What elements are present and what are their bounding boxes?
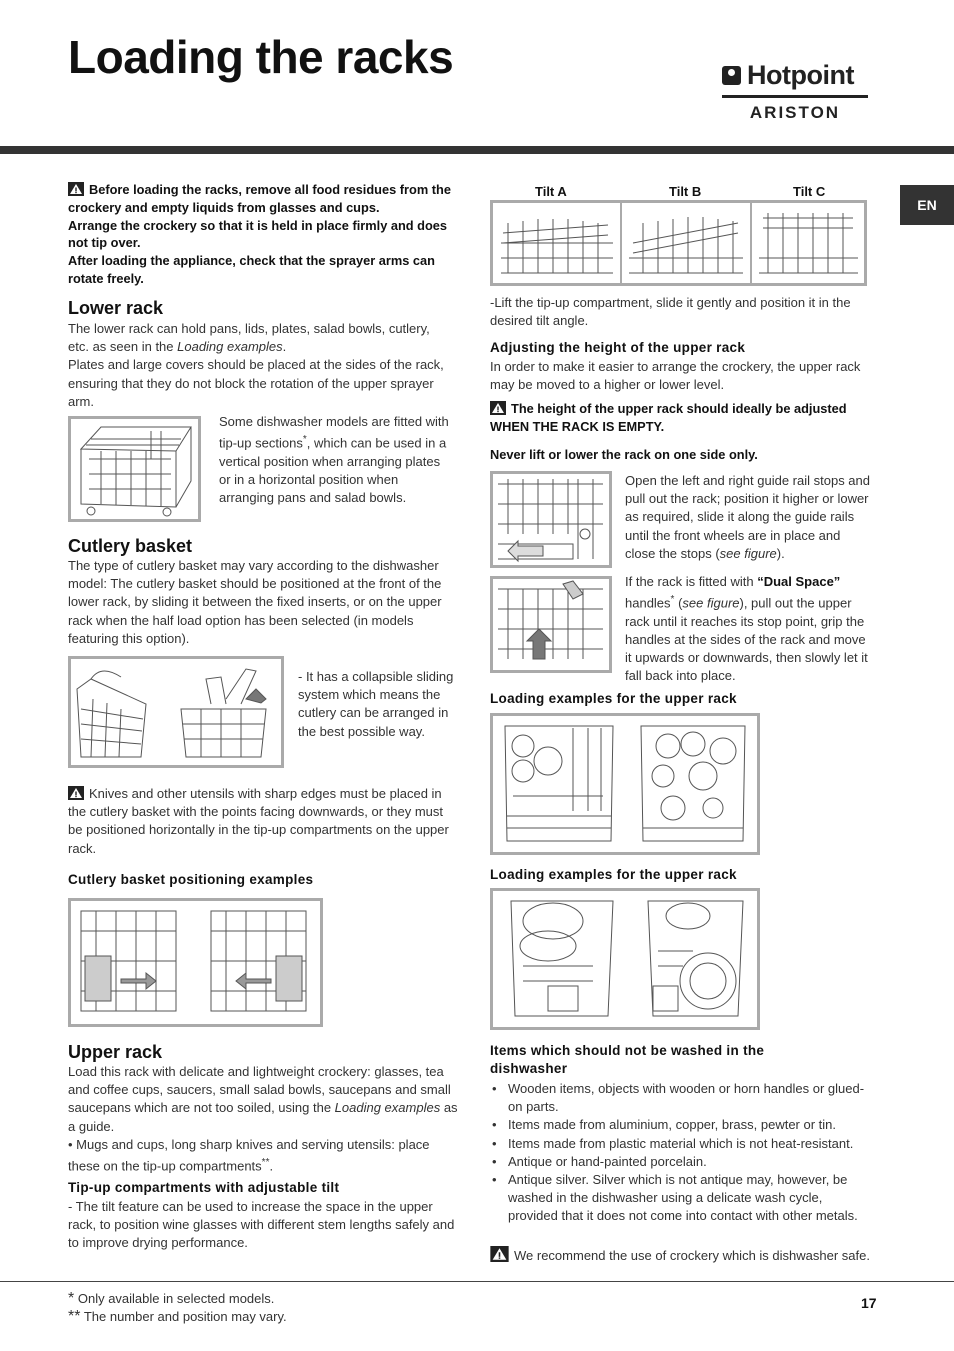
guide-rail-text xyxy=(625,472,870,563)
adjust-height-heading: Adjusting the height of the upper rack xyxy=(490,340,746,355)
header-divider xyxy=(0,146,954,154)
logo-divider xyxy=(722,95,868,98)
upper-rack-examples-illustration-2 xyxy=(493,891,757,1027)
upper-rack-examples-figure-1 xyxy=(490,713,760,855)
page-number: 17 xyxy=(861,1295,877,1311)
intro-warning xyxy=(68,181,453,288)
lower-rack-illustration xyxy=(71,419,198,519)
warning-icon xyxy=(68,786,84,800)
adjust-warning-text: The height of the upper rack should ideally be adjusted WHEN THE RACK IS EMPTY. xyxy=(490,401,847,435)
footnote-1-text: Only available in selected models. xyxy=(74,1291,275,1306)
intro-warning-line1: Before loading the racks, remove all food residues from the crockery and empty liquids from glasses and cups. xyxy=(68,182,451,215)
intro-warning-line3: After loading the appliance, check that the sprayer arms can rotate freely. xyxy=(68,253,435,286)
cutlery-basket-text: The type of cutlery basket may vary according to the dishwasher model: The cutlery basket should be positioned at the front of the lower rack, by sliding it between the fixed inserts, or on the upper rack when the half load option has been selected (in models featuring this option). xyxy=(68,558,442,646)
not-washed-list xyxy=(490,1080,875,1226)
tilt-heading: Tip-up compartments with adjustable tilt xyxy=(68,1180,340,1195)
upper-rack-p1: Load this rack with delicate and lightweight crockery: glasses, tea and coffee cups, saucers, small salad bowls, saucepans and small saucepans which are not too soiled, using the xyxy=(68,1064,451,1116)
lower-rack-text xyxy=(68,320,453,411)
footnote-2-mark: ** xyxy=(68,1308,81,1325)
cutlery-basket-text-wrap xyxy=(68,557,458,648)
dual-space-term: “Dual Space” xyxy=(757,574,841,589)
cutlery-positioning-illustration xyxy=(71,901,320,1024)
warning-icon xyxy=(490,1246,509,1262)
sharp-edges-warning xyxy=(68,785,458,858)
dual-text-c: handles xyxy=(625,595,671,611)
tilt-c-label: Tilt C xyxy=(793,184,826,199)
brand-logo xyxy=(722,60,868,123)
recommend-text: We recommend the use of crockery which is dishwasher safe. xyxy=(514,1248,870,1263)
cutlery-basket-illustration xyxy=(71,659,281,765)
collapsible-text-wrap xyxy=(298,668,454,741)
see-figure-ref: see figure xyxy=(719,545,777,561)
brand-name: Hotpoint xyxy=(747,60,854,90)
page-title: Loading the racks xyxy=(68,31,454,83)
cutlery-basket-figure xyxy=(68,656,284,768)
tilt-text-wrap xyxy=(68,1198,458,1253)
list-item: • Items made from aluminium, copper, brass, pewter or tin. xyxy=(490,1116,875,1134)
guide-text-a: Open the left and right guide rail stops and pull out the rack; position it higher or lower as required, slide it along the guide rails until the front wheels are in place and close the stops ( xyxy=(625,473,870,561)
never-lift-wrap xyxy=(490,446,875,464)
tilt-b-label: Tilt B xyxy=(669,184,702,199)
cutlery-positioning-heading: Cutlery basket positioning examples xyxy=(68,872,314,887)
tilt-caption: -Lift the tip-up compartment, slide it gently and position it in the desired tilt angle. xyxy=(490,295,851,329)
upper-rack-text xyxy=(68,1063,458,1176)
hotpoint-logo-icon xyxy=(722,66,741,85)
recommend-note xyxy=(490,1246,875,1265)
language-tab: EN xyxy=(900,185,954,225)
dual-text-e: ), pull out the upper rack until it reaches its stop point, grip the handles at the sides of the rack and move it upwards or downwards, then slowly let it fall back into place. xyxy=(625,595,868,684)
cutlery-positioning-figure xyxy=(68,898,323,1027)
dual-text-a: If the rack is fitted with xyxy=(625,574,758,589)
footnote-star: * xyxy=(670,594,675,606)
tilt-illustration xyxy=(493,203,864,283)
list-item: • Antique or hand-painted porcelain. xyxy=(490,1153,875,1171)
adjust-text-wrap xyxy=(490,358,875,394)
footnote-1-mark: * xyxy=(68,1290,75,1307)
not-washed-heading: Items which should not be washed in the dishwasher xyxy=(490,1043,765,1076)
warning-icon xyxy=(68,182,84,196)
footnote-double-star: ** xyxy=(261,1157,270,1169)
list-item: • Wooden items, objects with wooden or horn handles or glued-on parts. xyxy=(490,1080,875,1116)
never-lift-text: Never lift or lower the rack on one side only. xyxy=(490,447,758,462)
guide-rail-figure xyxy=(490,471,612,568)
see-figure-ref: see figure xyxy=(682,595,740,611)
examples-heading-1: Loading examples for the upper rack xyxy=(490,691,737,706)
list-item: • Antique silver. Silver which is not antique may, however, be washed in the dishwasher using a delicate wash cycle, provided that it does not come into contact with other metals. xyxy=(490,1171,875,1226)
dual-space-illustration xyxy=(493,579,609,670)
upper-rack-examples-illustration-1 xyxy=(493,716,757,852)
dual-space-figure xyxy=(490,576,612,673)
warning-icon xyxy=(490,401,506,415)
footnote-1 xyxy=(68,1290,287,1308)
adjust-warning xyxy=(490,400,875,436)
footnote-star: * xyxy=(302,434,307,446)
guide-text-b: ). xyxy=(776,545,785,561)
lower-rack-p1: The lower rack can hold pans, lids, plates, salad bowls, cutlery, etc. as seen in the xyxy=(68,321,430,355)
dual-space-text xyxy=(625,573,873,686)
dual-text-d: ( xyxy=(674,595,683,611)
upper-rack-examples-figure-2 xyxy=(490,888,760,1030)
tip-up-text-b: , which can be used in a vertical position when arranging plates or in a horizontal position when arranging pans and salad bowls. xyxy=(219,435,447,506)
lower-rack-p2: Plates and large covers should be placed at the sides of the rack, ensuring that they do not block the rotation of the upper sprayer arm. xyxy=(68,357,444,409)
adjust-height-text: In order to make it easier to arrange the crockery, the upper rack may be moved to a higher or lower level. xyxy=(490,359,861,393)
lower-rack-figure xyxy=(68,416,201,522)
tilt-a-label: Tilt A xyxy=(535,184,567,199)
footnote-2-text: The number and position may vary. xyxy=(80,1309,287,1324)
examples-heading-2: Loading examples for the upper rack xyxy=(490,867,737,882)
tilt-figure xyxy=(490,200,867,286)
guide-rail-illustration xyxy=(493,474,609,565)
tilt-text: - The tilt feature can be used to increase the space in the upper rack, to position wine glasses with different stem lengths safely and to improve drying performance. xyxy=(68,1199,455,1251)
brand-sub: ARISTON xyxy=(749,103,841,122)
footnote-2 xyxy=(68,1308,287,1326)
cutlery-basket-heading: Cutlery basket xyxy=(68,536,193,556)
intro-warning-line2: Arrange the crockery so that it is held in place firmly and does not tip over. xyxy=(68,217,448,251)
period: . xyxy=(282,339,287,355)
tilt-caption-wrap xyxy=(490,294,875,330)
tip-up-sections-text xyxy=(219,413,454,507)
lower-rack-heading: Lower rack xyxy=(68,298,164,318)
collapsible-text: - It has a collapsible sliding system which means the cutlery can be arranged in the best possible way. xyxy=(298,669,454,739)
loading-examples-ref: Loading examples xyxy=(177,339,283,355)
upper-rack-p1-end: as a guide. xyxy=(68,1100,458,1134)
upper-rack-p2: • Mugs and cups, long sharp knives and serving utensils: place these on the tip-up compartments xyxy=(68,1136,430,1174)
upper-rack-heading: Upper rack xyxy=(68,1042,163,1062)
sharp-edges-text: Knives and other utensils with sharp edges must be placed in the cutlery basket with the points facing downwards, or they must be positioned horizontally in the tip-up compartments on the upper rack. xyxy=(68,786,449,856)
footnotes xyxy=(68,1290,287,1326)
period: . xyxy=(269,1158,274,1174)
tip-up-text-a: Some dishwasher models are fitted with tip-up sections xyxy=(219,414,449,451)
footer-divider xyxy=(0,1281,954,1282)
loading-examples-ref: Loading examples xyxy=(334,1100,441,1116)
list-item: • Items made from plastic material which is not heat-resistant. xyxy=(490,1135,875,1153)
